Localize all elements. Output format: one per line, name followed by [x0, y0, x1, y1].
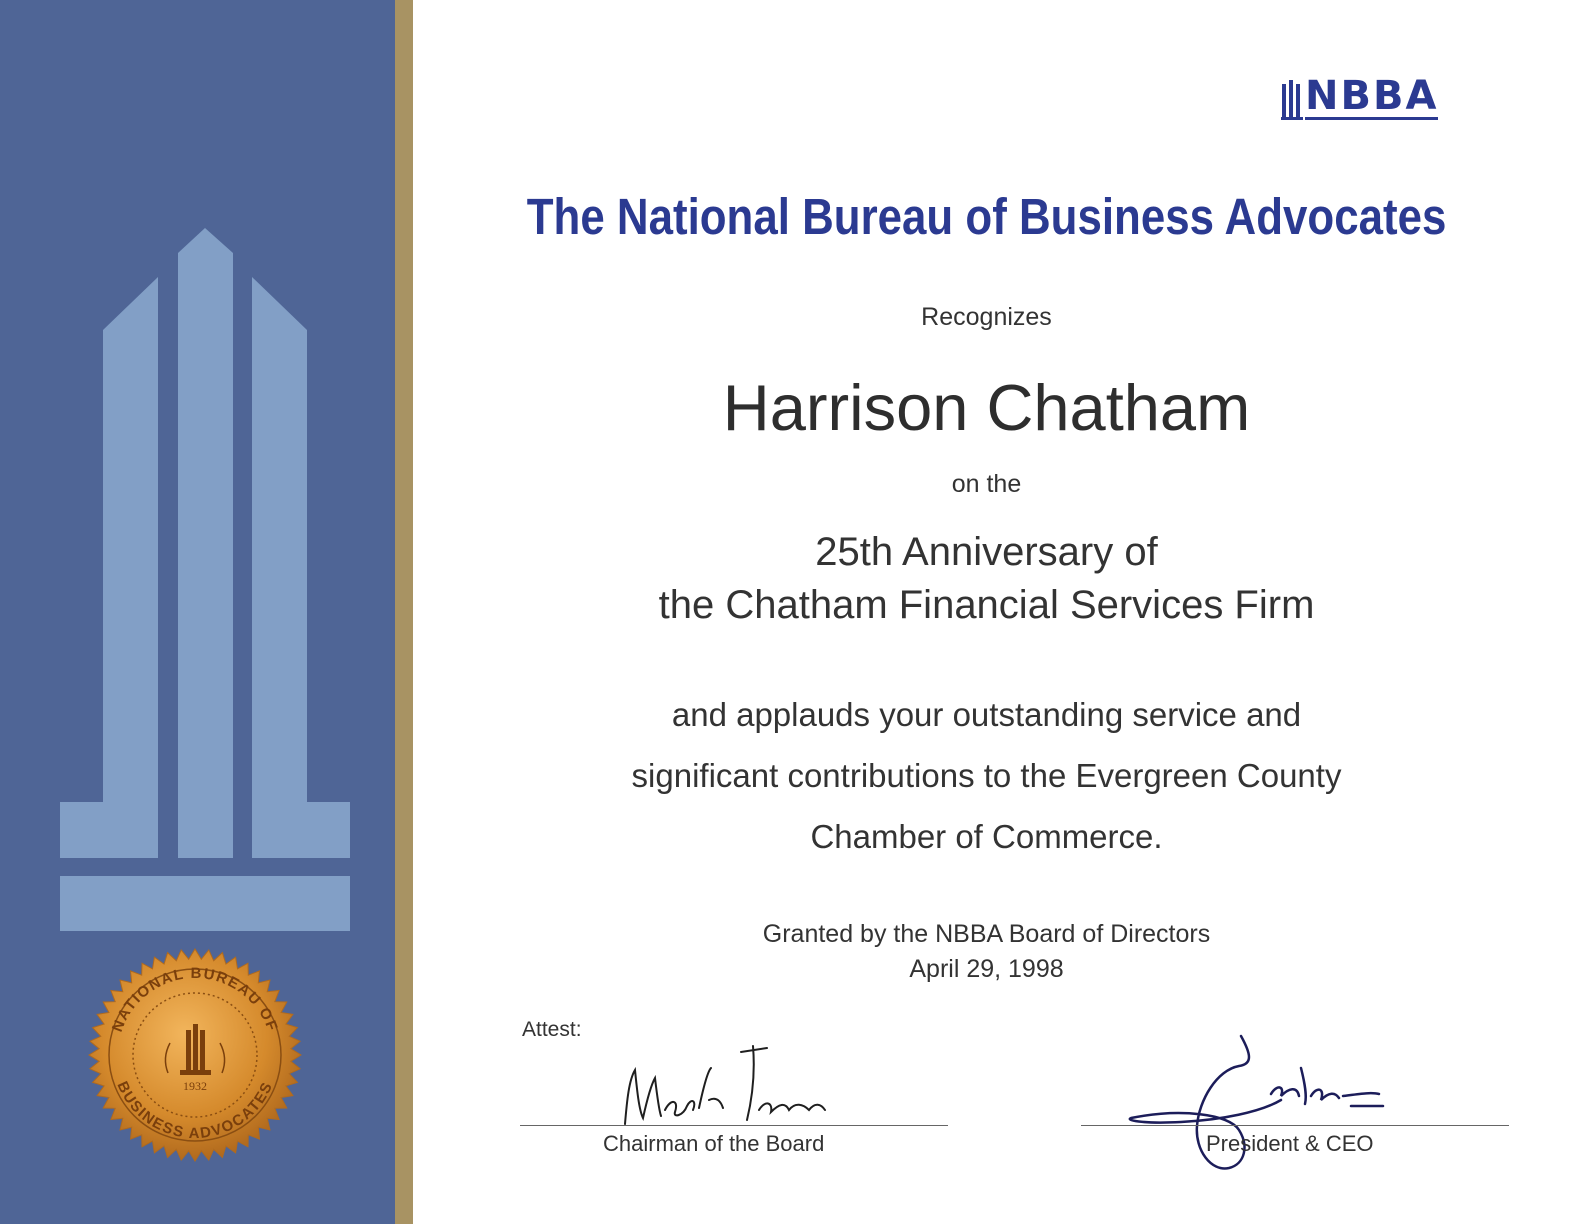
on-the-text: on the: [951, 470, 1022, 498]
granted-by-text: Granted by the NBBA Board of Directors: [762, 920, 1211, 948]
president-signature: [1121, 1030, 1401, 1180]
building-emblem: [0, 0, 395, 940]
nbba-building-logo-icon: [1281, 78, 1303, 120]
nbba-logo-text: NBBA: [1305, 73, 1439, 119]
left-tower: [103, 277, 158, 858]
president-title: President & CEO: [1206, 1131, 1374, 1156]
foundation-bar: [60, 876, 350, 931]
left-base: [60, 802, 103, 858]
gold-stripe: [395, 0, 413, 1224]
attest-label: Attest:: [522, 1018, 582, 1041]
occasion-line-1: 25th Anniversary of: [815, 530, 1158, 574]
seal-text-bottom: BUSINESS ADVOCATES: [113, 1078, 277, 1142]
body-line-2: significant contributions to the Evergreen County: [631, 757, 1342, 794]
chairman-title: Chairman of the Board: [603, 1131, 825, 1156]
gold-seal-icon: [88, 948, 302, 1162]
seal-year: 1932: [183, 1079, 207, 1093]
body-line-3: Chamber of Commerce.: [810, 818, 1163, 855]
grant-date: April 29, 1998: [909, 955, 1064, 983]
nbba-logo: [1281, 73, 1439, 120]
body-line-1: and applauds your outstanding service and: [671, 696, 1302, 733]
recognizes-text: Recognizes: [921, 303, 1052, 331]
certificate-content: [413, 0, 1585, 1224]
occasion-line-2: the Chatham Financial Services Firm: [658, 583, 1315, 627]
chairman-signature: [613, 1040, 843, 1130]
seal-text-top: NATIONAL BUREAU OF: [108, 964, 282, 1035]
right-base: [307, 802, 350, 858]
recipient-name: Harrison Chatham: [722, 371, 1251, 444]
right-tower: [252, 277, 307, 858]
center-tower: [178, 228, 233, 858]
chairman-signature-line: [520, 1125, 948, 1126]
organization-title: The National Bureau of Business Advocates: [526, 188, 1447, 245]
president-signature-line: [1081, 1125, 1509, 1126]
